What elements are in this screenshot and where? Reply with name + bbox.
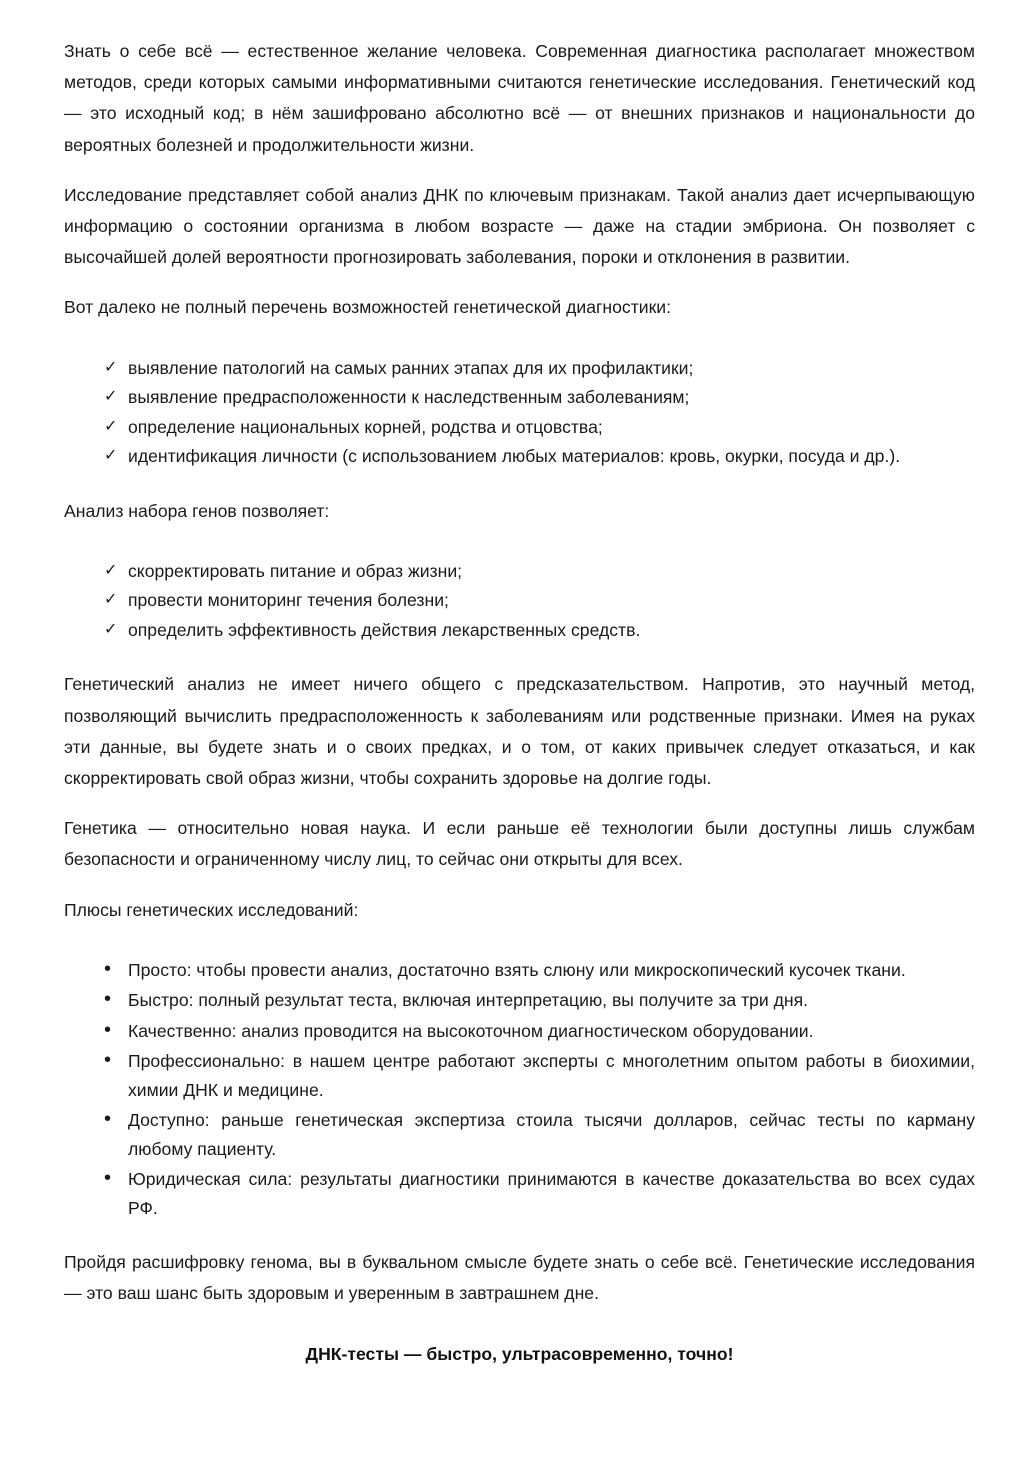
list-item-label: Просто: чтобы провести анализ, достаточно взять слюну или микроскопический кусочек ткани. bbox=[128, 959, 906, 980]
list-item bbox=[64, 586, 975, 615]
checkmark-icon: ✓ bbox=[104, 591, 118, 609]
bullet-dot-icon: • bbox=[104, 1167, 112, 1190]
checkmark-icon: ✓ bbox=[104, 358, 118, 376]
list-item-label: Профессионально: в нашем центре работают эксперты с многолетним опытом работы в биохимии, химии ДНК и медицине. bbox=[128, 1051, 975, 1100]
list-item bbox=[64, 413, 975, 442]
list-spacer bbox=[64, 343, 975, 354]
advantages-list bbox=[64, 956, 975, 1223]
checkmark-icon: ✓ bbox=[104, 620, 118, 638]
checkmark-icon: ✓ bbox=[104, 561, 118, 579]
list-item bbox=[64, 1106, 975, 1163]
list-item bbox=[64, 383, 975, 412]
list-item bbox=[64, 1017, 975, 1046]
list-item bbox=[64, 1165, 975, 1222]
list-item-label: Доступно: раньше генетическая экспертиза стоила тысячи долларов, сейчас тесты по карману любому пациенту. bbox=[128, 1110, 975, 1159]
list-spacer bbox=[64, 546, 975, 557]
paragraph-not-divination: Генетический анализ не имеет ничего общего с предсказательством. Напротив, это научный метод, позволяющий вычислить предрасположенность к заболеваниям или родственные признаки. Имея на руках эти данные, вы будете знать и о своих предках, и о том, от каких привычек следует отказаться, и как скорректировать свой образ жизни, чтобы сохранить здоровье на долгие годы. bbox=[64, 674, 975, 788]
list-item-label: Юридическая сила: результаты диагностики принимаются в качестве доказательства во всех судах РФ. bbox=[128, 1169, 975, 1218]
list-item bbox=[64, 557, 975, 586]
bullet-dot-icon: • bbox=[104, 988, 112, 1011]
checkmark-icon: ✓ bbox=[104, 417, 118, 435]
list-item-label: Быстро: полный результат теста, включая интерпретацию, вы получите за три дня. bbox=[128, 990, 809, 1011]
paragraph-capabilities-lead: Вот далеко не полный перечень возможностей генетической диагностики: bbox=[64, 297, 671, 318]
list-item-label: идентификация личности (с использованием любых материалов: кровь, окурки, посуда и др.). bbox=[128, 446, 901, 467]
bullet-dot-icon: • bbox=[104, 1018, 112, 1041]
checkmark-icon: ✓ bbox=[104, 388, 118, 406]
checkmark-icon: ✓ bbox=[104, 447, 118, 465]
list-item bbox=[64, 1047, 975, 1104]
paragraph-gene-set-lead: Анализ набора генов позволяет: bbox=[64, 500, 330, 521]
bullet-dot-icon: • bbox=[104, 957, 112, 980]
paragraph-advantages-lead: Плюсы генетических исследований: bbox=[64, 899, 359, 920]
bullet-dot-icon: • bbox=[104, 1108, 112, 1131]
capabilities-list bbox=[64, 354, 975, 471]
list-item-label: выявление предрасположенности к наследственным заболеваниям; bbox=[128, 387, 690, 408]
paragraph-intro-2: Исследование представляет собой анализ ДНК по ключевым признакам. Такой анализ дает исчерпывающую информацию о состоянии организма в любом возрасте — даже на стадии эмбриона. Он позволяет с высочайшей долей вероятности прогнозировать заболевания, пороки и отклонения в развитии. bbox=[64, 184, 975, 268]
bullet-dot-icon: • bbox=[104, 1049, 112, 1072]
list-item-label: определить эффективность действия лекарственных средств. bbox=[128, 619, 641, 640]
list-item bbox=[64, 986, 975, 1015]
tagline: ДНК-тесты — быстро, ультрасовременно, точно! bbox=[305, 1343, 734, 1364]
list-item bbox=[64, 616, 975, 645]
list-item bbox=[64, 442, 975, 471]
gene-set-list bbox=[64, 557, 975, 645]
list-item bbox=[64, 956, 975, 985]
list-item-label: скорректировать питание и образ жизни; bbox=[128, 560, 463, 581]
list-item-label: определение национальных корней, родства и отцовства; bbox=[128, 416, 603, 437]
document-body bbox=[64, 36, 975, 1368]
paragraph-intro-1: Знать о себе всё — естественное желание человека. Современная диагностика располагает множеством методов, среди которых самыми информативными считаются генетические исследования. Генетический код — это исходный код; в нём зашифровано абсолютно всё — от внешних признаков и национальности до вероятных болезней и продолжительности жизни. bbox=[64, 41, 975, 155]
paragraph-new-science: Генетика — относительно новая наука. И если раньше её технологии были доступны лишь службам безопасности и ограниченному числу лиц, то сейчас они открыты для всех. bbox=[64, 818, 975, 870]
list-item bbox=[64, 354, 975, 383]
list-item-label: провести мониторинг течения болезни; bbox=[128, 590, 449, 611]
list-item-label: выявление патологий на самых ранних этапах для их профилактики; bbox=[128, 357, 694, 378]
list-spacer bbox=[64, 945, 975, 956]
paragraph-closing: Пройдя расшифровку генома, вы в буквальном смысле будете знать о себе всё. Генетические исследования — это ваш шанс быть здоровым и уверенным в завтрашнем дне. bbox=[64, 1252, 975, 1304]
list-item-label: Качественно: анализ проводится на высокоточном диагностическом оборудовании. bbox=[128, 1020, 814, 1041]
